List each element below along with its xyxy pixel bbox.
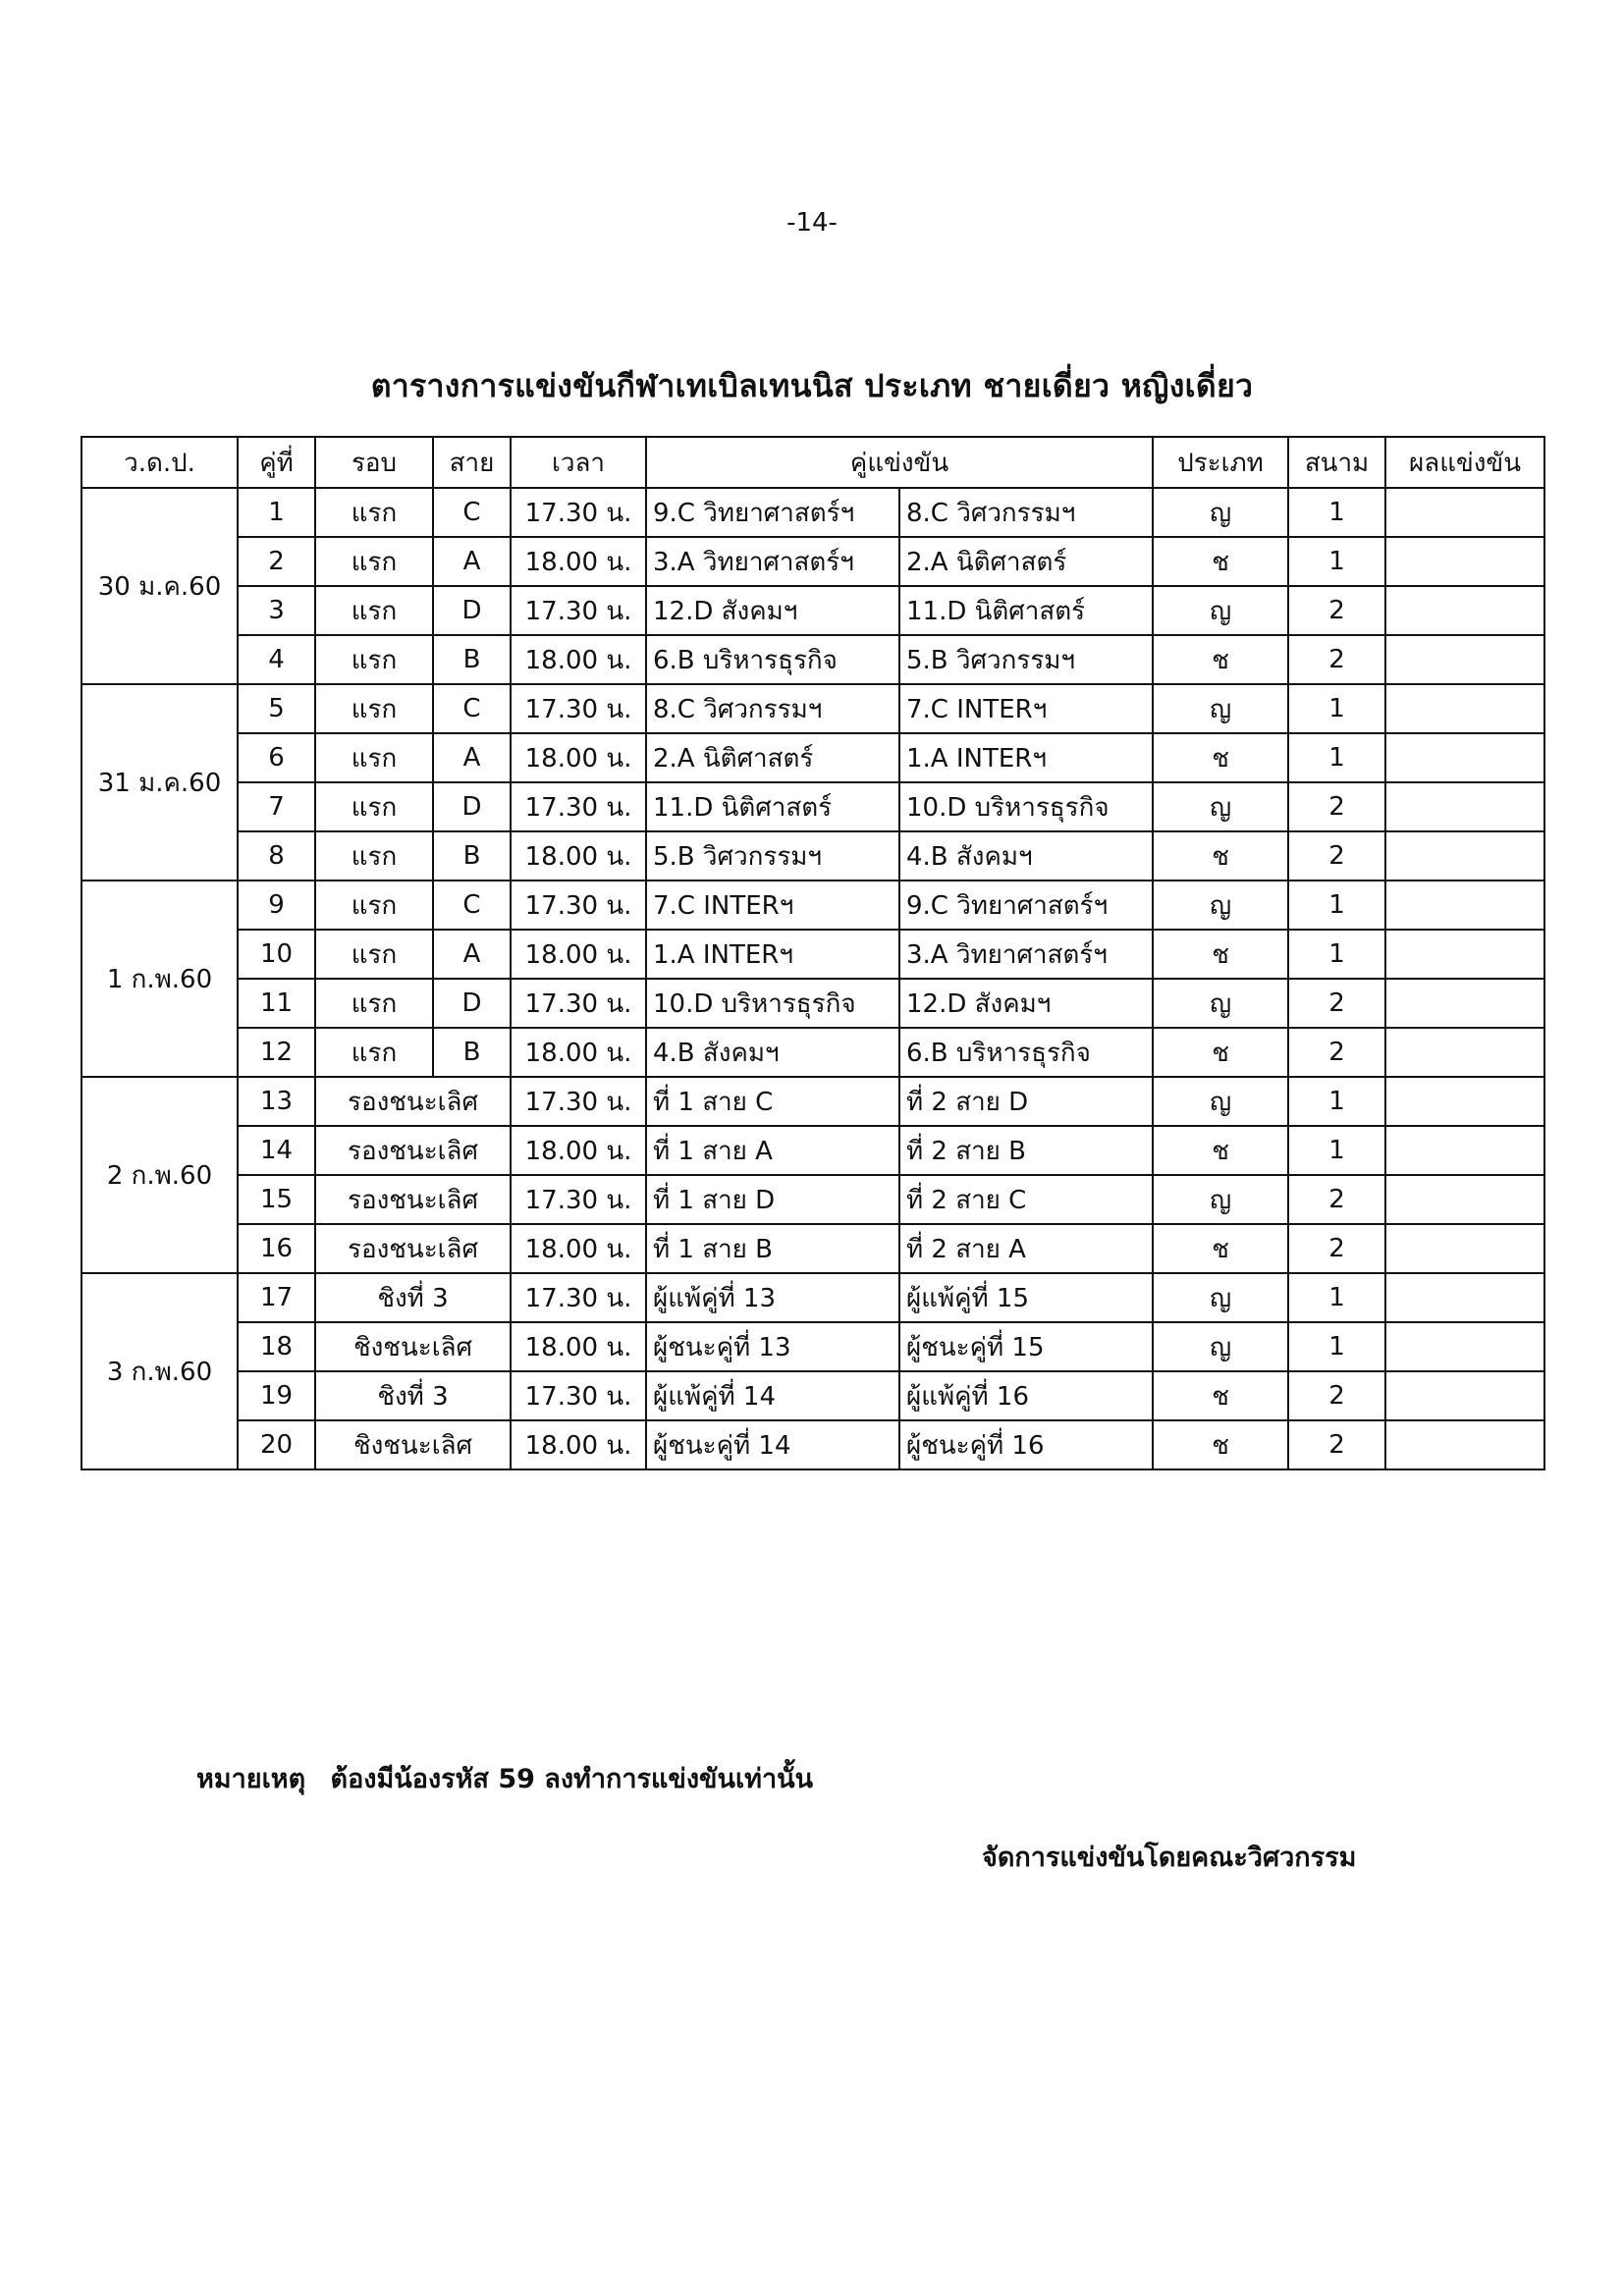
notes-text: ต้องมีน้องรหัส 59 ลงทำการแข่งขันเท่านั้น xyxy=(330,1764,814,1794)
court-cell: 1 xyxy=(1288,881,1385,930)
category-cell: ญ xyxy=(1153,586,1288,635)
pair-cell: 19 xyxy=(238,1371,315,1420)
pair-cell: 4 xyxy=(238,635,315,684)
time-cell: 18.00 น. xyxy=(511,930,646,979)
pair-cell: 11 xyxy=(238,979,315,1028)
round-cell: แรก xyxy=(315,635,433,684)
group-cell: D xyxy=(433,979,511,1028)
team2-cell: ผู้แพ้คู่ที่ 15 xyxy=(899,1273,1153,1322)
pair-cell: 10 xyxy=(238,930,315,979)
date-cell: 3 ก.พ.60 xyxy=(81,1273,238,1469)
result-cell xyxy=(1385,586,1544,635)
team1-cell: 4.B สังคมฯ xyxy=(646,1028,899,1077)
table-row xyxy=(81,1175,1544,1224)
court-cell: 1 xyxy=(1288,733,1385,782)
team1-cell: 9.C วิทยาศาสตร์ฯ xyxy=(646,488,899,537)
time-cell: 17.30 น. xyxy=(511,1175,646,1224)
result-cell xyxy=(1385,1126,1544,1175)
group-cell: C xyxy=(433,684,511,733)
result-cell xyxy=(1385,733,1544,782)
round-cell: ชิงชนะเลิศ xyxy=(315,1322,511,1371)
pair-cell: 18 xyxy=(238,1322,315,1371)
pair-cell: 15 xyxy=(238,1175,315,1224)
date-cell: 30 ม.ค.60 xyxy=(81,488,238,684)
table-row xyxy=(81,1126,1544,1175)
round-cell: ชิงชนะเลิศ xyxy=(315,1420,511,1469)
schedule-table xyxy=(81,436,1545,1470)
header-time: เวลา xyxy=(511,437,646,488)
time-cell: 17.30 น. xyxy=(511,586,646,635)
pair-cell: 2 xyxy=(238,537,315,586)
round-cell: ชิงที่ 3 xyxy=(315,1371,511,1420)
team1-cell: ผู้แพ้คู่ที่ 14 xyxy=(646,1371,899,1420)
category-cell: ช xyxy=(1153,537,1288,586)
team2-cell: 8.C วิศวกรรมฯ xyxy=(899,488,1153,537)
group-cell: C xyxy=(433,881,511,930)
team1-cell: 5.B วิศวกรรมฯ xyxy=(646,831,899,881)
round-cell: รองชนะเลิศ xyxy=(315,1175,511,1224)
category-cell: ญ xyxy=(1153,488,1288,537)
result-cell xyxy=(1385,635,1544,684)
court-cell: 2 xyxy=(1288,979,1385,1028)
category-cell: ช xyxy=(1153,1126,1288,1175)
team2-cell: 7.C INTERฯ xyxy=(899,684,1153,733)
time-cell: 17.30 น. xyxy=(511,488,646,537)
time-cell: 17.30 น. xyxy=(511,684,646,733)
team2-cell: ที่ 2 สาย C xyxy=(899,1175,1153,1224)
result-cell xyxy=(1385,831,1544,881)
team2-cell: 4.B สังคมฯ xyxy=(899,831,1153,881)
court-cell: 1 xyxy=(1288,1126,1385,1175)
header-court: สนาม xyxy=(1288,437,1385,488)
team1-cell: ที่ 1 สาย D xyxy=(646,1175,899,1224)
round-cell: แรก xyxy=(315,586,433,635)
result-cell xyxy=(1385,1322,1544,1371)
round-cell: รองชนะเลิศ xyxy=(315,1224,511,1273)
round-cell: รองชนะเลิศ xyxy=(315,1126,511,1175)
court-cell: 2 xyxy=(1288,782,1385,831)
header-result: ผลแข่งขัน xyxy=(1385,437,1544,488)
pair-cell: 17 xyxy=(238,1273,315,1322)
category-cell: ช xyxy=(1153,831,1288,881)
time-cell: 18.00 น. xyxy=(511,1028,646,1077)
notes-label: หมายเหตุ xyxy=(196,1764,306,1794)
time-cell: 18.00 น. xyxy=(511,1322,646,1371)
result-cell xyxy=(1385,684,1544,733)
round-cell: แรก xyxy=(315,537,433,586)
time-cell: 17.30 น. xyxy=(511,881,646,930)
team2-cell: ผู้ชนะคู่ที่ 15 xyxy=(899,1322,1153,1371)
schedule-body xyxy=(81,488,1544,1469)
round-cell: ชิงที่ 3 xyxy=(315,1273,511,1322)
page-number: -14- xyxy=(786,208,838,238)
header-date: ว.ด.ป. xyxy=(81,437,238,488)
result-cell xyxy=(1385,1273,1544,1322)
category-cell: ช xyxy=(1153,1420,1288,1469)
team1-cell: 7.C INTERฯ xyxy=(646,881,899,930)
table-row xyxy=(81,1028,1544,1077)
table-row xyxy=(81,831,1544,881)
team1-cell: 12.D สังคมฯ xyxy=(646,586,899,635)
team1-cell: 11.D นิติศาสตร์ xyxy=(646,782,899,831)
group-cell: D xyxy=(433,586,511,635)
team2-cell: ผู้ชนะคู่ที่ 16 xyxy=(899,1420,1153,1469)
group-cell: B xyxy=(433,1028,511,1077)
court-cell: 1 xyxy=(1288,537,1385,586)
round-cell: แรก xyxy=(315,733,433,782)
court-cell: 2 xyxy=(1288,1224,1385,1273)
table-row xyxy=(81,733,1544,782)
time-cell: 17.30 น. xyxy=(511,1273,646,1322)
category-cell: ญ xyxy=(1153,979,1288,1028)
pair-cell: 13 xyxy=(238,1077,315,1126)
result-cell xyxy=(1385,782,1544,831)
date-cell: 2 ก.พ.60 xyxy=(81,1077,238,1273)
category-cell: ญ xyxy=(1153,782,1288,831)
team2-cell: 6.B บริหารธุรกิจ xyxy=(899,1028,1153,1077)
team2-cell: ผู้แพ้คู่ที่ 16 xyxy=(899,1371,1153,1420)
court-cell: 2 xyxy=(1288,635,1385,684)
table-row xyxy=(81,782,1544,831)
group-cell: A xyxy=(433,537,511,586)
header-pair: คู่ที่ xyxy=(238,437,315,488)
team2-cell: 3.A วิทยาศาสตร์ฯ xyxy=(899,930,1153,979)
team1-cell: ที่ 1 สาย C xyxy=(646,1077,899,1126)
table-row xyxy=(81,1322,1544,1371)
round-cell: แรก xyxy=(315,881,433,930)
court-cell: 2 xyxy=(1288,831,1385,881)
pair-cell: 8 xyxy=(238,831,315,881)
court-cell: 1 xyxy=(1288,1077,1385,1126)
table-row xyxy=(81,881,1544,930)
team2-cell: ที่ 2 สาย D xyxy=(899,1077,1153,1126)
result-cell xyxy=(1385,1224,1544,1273)
time-cell: 18.00 น. xyxy=(511,537,646,586)
team1-cell: 8.C วิศวกรรมฯ xyxy=(646,684,899,733)
result-cell xyxy=(1385,979,1544,1028)
pair-cell: 16 xyxy=(238,1224,315,1273)
team2-cell: 9.C วิทยาศาสตร์ฯ xyxy=(899,881,1153,930)
result-cell xyxy=(1385,881,1544,930)
team2-cell: 10.D บริหารธุรกิจ xyxy=(899,782,1153,831)
court-cell: 1 xyxy=(1288,930,1385,979)
group-cell: B xyxy=(433,635,511,684)
category-cell: ญ xyxy=(1153,684,1288,733)
team1-cell: 10.D บริหารธุรกิจ xyxy=(646,979,899,1028)
result-cell xyxy=(1385,1175,1544,1224)
table-row xyxy=(81,537,1544,586)
time-cell: 17.30 น. xyxy=(511,1077,646,1126)
team1-cell: ผู้แพ้คู่ที่ 13 xyxy=(646,1273,899,1322)
pair-cell: 7 xyxy=(238,782,315,831)
category-cell: ช xyxy=(1153,635,1288,684)
round-cell: แรก xyxy=(315,979,433,1028)
group-cell: D xyxy=(433,782,511,831)
court-cell: 2 xyxy=(1288,1371,1385,1420)
time-cell: 18.00 น. xyxy=(511,1126,646,1175)
header-category: ประเภท xyxy=(1153,437,1288,488)
table-row xyxy=(81,1077,1544,1126)
team2-cell: 2.A นิติศาสตร์ xyxy=(899,537,1153,586)
team2-cell: 11.D นิติศาสตร์ xyxy=(899,586,1153,635)
pair-cell: 20 xyxy=(238,1420,315,1469)
round-cell: แรก xyxy=(315,831,433,881)
table-row xyxy=(81,684,1544,733)
court-cell: 2 xyxy=(1288,1420,1385,1469)
pair-cell: 3 xyxy=(238,586,315,635)
pair-cell: 6 xyxy=(238,733,315,782)
group-cell: A xyxy=(433,733,511,782)
round-cell: แรก xyxy=(315,782,433,831)
result-cell xyxy=(1385,1028,1544,1077)
category-cell: ช xyxy=(1153,1028,1288,1077)
header-round: รอบ xyxy=(315,437,433,488)
table-row xyxy=(81,1273,1544,1322)
table-row xyxy=(81,586,1544,635)
result-cell xyxy=(1385,1420,1544,1469)
table-row xyxy=(81,1420,1544,1469)
pair-cell: 9 xyxy=(238,881,315,930)
result-cell xyxy=(1385,930,1544,979)
table-row xyxy=(81,1224,1544,1273)
time-cell: 18.00 น. xyxy=(511,1224,646,1273)
round-cell: แรก xyxy=(315,488,433,537)
group-cell: B xyxy=(433,831,511,881)
date-cell: 31 ม.ค.60 xyxy=(81,684,238,881)
round-cell: แรก xyxy=(315,930,433,979)
group-cell: C xyxy=(433,488,511,537)
team2-cell: ที่ 2 สาย B xyxy=(899,1126,1153,1175)
team2-cell: ที่ 2 สาย A xyxy=(899,1224,1153,1273)
time-cell: 18.00 น. xyxy=(511,1420,646,1469)
header-group: สาย xyxy=(433,437,511,488)
category-cell: ช xyxy=(1153,733,1288,782)
court-cell: 2 xyxy=(1288,586,1385,635)
court-cell: 1 xyxy=(1288,1322,1385,1371)
pair-cell: 5 xyxy=(238,684,315,733)
team1-cell: ที่ 1 สาย B xyxy=(646,1224,899,1273)
team1-cell: 3.A วิทยาศาสตร์ฯ xyxy=(646,537,899,586)
organizer-text: จัดการแข่งขันโดยคณะวิศวกรรม xyxy=(982,1842,1357,1873)
result-cell xyxy=(1385,1371,1544,1420)
time-cell: 18.00 น. xyxy=(511,635,646,684)
category-cell: ญ xyxy=(1153,1077,1288,1126)
team2-cell: 1.A INTERฯ xyxy=(899,733,1153,782)
table-row xyxy=(81,635,1544,684)
court-cell: 1 xyxy=(1288,1273,1385,1322)
result-cell xyxy=(1385,537,1544,586)
result-cell xyxy=(1385,1077,1544,1126)
round-cell: แรก xyxy=(315,1028,433,1077)
category-cell: ญ xyxy=(1153,881,1288,930)
table-header-row xyxy=(81,437,1544,488)
team2-cell: 5.B วิศวกรรมฯ xyxy=(899,635,1153,684)
team1-cell: 6.B บริหารธุรกิจ xyxy=(646,635,899,684)
time-cell: 17.30 น. xyxy=(511,1371,646,1420)
document-title: ตารางการแข่งขันกีฬาเทเบิลเทนนิส ประเภท ชายเดี่ยว หญิงเดี่ยว xyxy=(370,367,1254,404)
table-row xyxy=(81,930,1544,979)
team1-cell: ที่ 1 สาย A xyxy=(646,1126,899,1175)
team1-cell: 1.A INTERฯ xyxy=(646,930,899,979)
team1-cell: 2.A นิติศาสตร์ xyxy=(646,733,899,782)
time-cell: 17.30 น. xyxy=(511,782,646,831)
team1-cell: ผู้ชนะคู่ที่ 13 xyxy=(646,1322,899,1371)
category-cell: ช xyxy=(1153,1371,1288,1420)
pair-cell: 1 xyxy=(238,488,315,537)
category-cell: ญ xyxy=(1153,1273,1288,1322)
category-cell: ช xyxy=(1153,1224,1288,1273)
round-cell: รองชนะเลิศ xyxy=(315,1077,511,1126)
court-cell: 2 xyxy=(1288,1175,1385,1224)
table-row xyxy=(81,488,1544,537)
table-row xyxy=(81,979,1544,1028)
header-opponents: คู่แข่งขัน xyxy=(646,437,1153,488)
group-cell: A xyxy=(433,930,511,979)
team2-cell: 12.D สังคมฯ xyxy=(899,979,1153,1028)
time-cell: 18.00 น. xyxy=(511,733,646,782)
round-cell: แรก xyxy=(315,684,433,733)
category-cell: ช xyxy=(1153,930,1288,979)
date-cell: 1 ก.พ.60 xyxy=(81,881,238,1077)
result-cell xyxy=(1385,488,1544,537)
category-cell: ญ xyxy=(1153,1322,1288,1371)
court-cell: 1 xyxy=(1288,684,1385,733)
court-cell: 2 xyxy=(1288,1028,1385,1077)
pair-cell: 14 xyxy=(238,1126,315,1175)
category-cell: ญ xyxy=(1153,1175,1288,1224)
team1-cell: ผู้ชนะคู่ที่ 14 xyxy=(646,1420,899,1469)
time-cell: 18.00 น. xyxy=(511,831,646,881)
time-cell: 17.30 น. xyxy=(511,979,646,1028)
notes xyxy=(196,1757,813,1799)
pair-cell: 12 xyxy=(238,1028,315,1077)
table-row xyxy=(81,1371,1544,1420)
court-cell: 1 xyxy=(1288,488,1385,537)
